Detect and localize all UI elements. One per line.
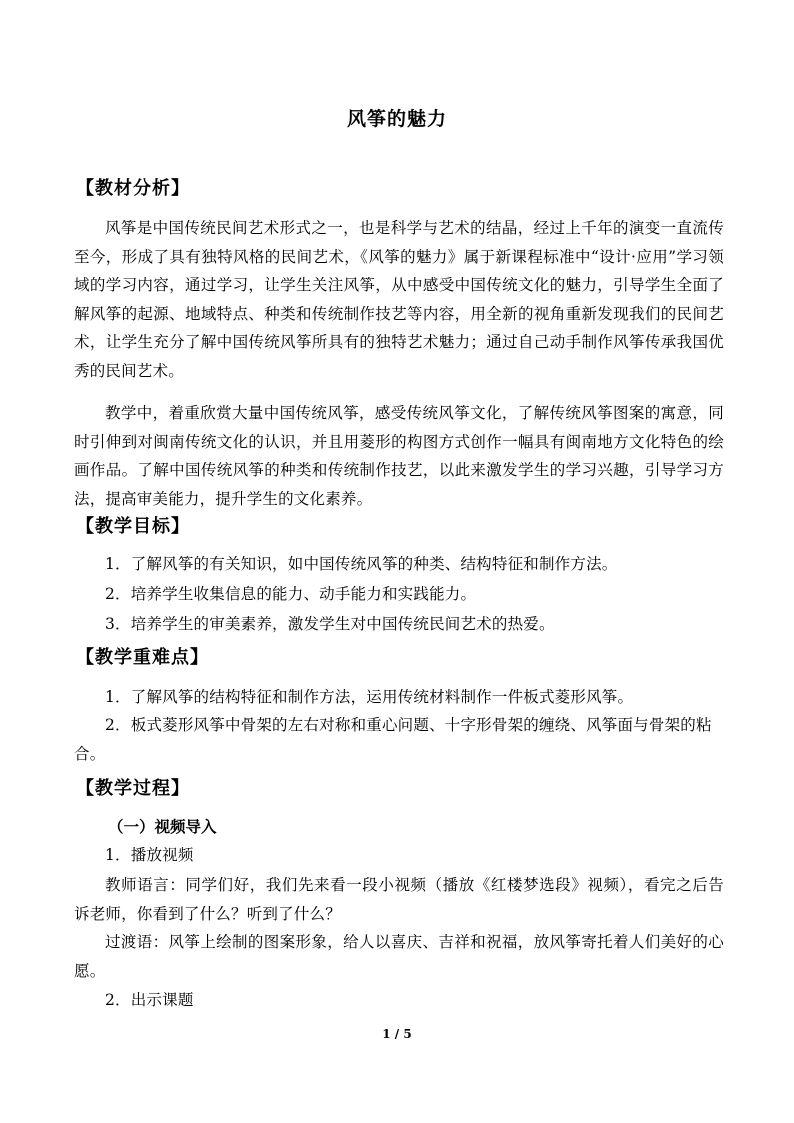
section-heading-goals: 【教学目标】 — [76, 516, 190, 537]
goal-item-2: 2．培养学生收集信息的能力、动手能力和实践能力。 — [105, 585, 477, 603]
analysis-paragraph-1: 风筝是中国传统民间艺术形式之一，也是科学与艺术的结晶，经过上千年的演变一直流传至今，形成了具有独特风格的民间艺术，《风筝的魅力》属于新课程标准中“设计·应用”学习领域的学习内容，通过学习，让学生关注风筝，从中感受中国传统文化的魅力，引导学生全面了解风筝的起源、地域特点、种类和传统制作技艺等内容，用全新的视角重新发现我们的民间艺术，让学生充分了解中国传统风筝所具有的独特艺术魅力；通过自己动手制作风筝传承我国优秀的民间艺术。 — [74, 219, 724, 380]
goal-item-3: 3．培养学生的审美素养，激发学生对中国传统民间艺术的热爱。 — [105, 615, 555, 633]
goal-item-1: 1．了解风筝的有关知识，如中国传统风筝的种类、结构特征和制作方法。 — [105, 555, 618, 573]
process-subheading: （一）视频导入 — [108, 817, 217, 836]
page-number: 1 / 5 — [382, 1027, 412, 1041]
process-line-1: 1．播放视频 — [105, 846, 194, 864]
key-point-item-2: 2．板式菱形风筝中骨架的左右对称和重心问题、十字形骨架的缠绕、风筝面与骨架的粘合。 — [74, 716, 712, 763]
key-point-item-1: 1．了解风筝的结构特征和制作方法，运用传统材料制作一件板式菱形风筝。 — [105, 688, 634, 706]
process-line-2: 教师语言：同学们好，我们先来看一段小视频（播放《红楼梦选段》视频），看完之后告诉老师，你看到了什么？听到了什么？ — [74, 876, 724, 923]
page-title: 风筝的魅力 — [346, 108, 447, 130]
section-heading-process: 【教学过程】 — [76, 778, 190, 799]
section-heading-key-points: 【教学重难点】 — [76, 647, 209, 668]
process-line-3: 过渡语：风筝上绘制的图案形象，给人以喜庆、吉祥和祝福，放风筝寄托着人们美好的心愿。 — [74, 933, 724, 980]
process-line-4: 2．出示课题 — [105, 991, 194, 1009]
section-heading-analysis: 【教材分析】 — [76, 178, 190, 199]
analysis-paragraph-2: 教学中，着重欣赏大量中国传统风筝，感受传统风筝文化，了解传统风筝图案的寓意，同时引伸到对闽南传统文化的认识，并且用菱形的构图方式创作一幅具有闽南地方文化特色的绘画作品。了解中国传统风筝的种类和传统制作技艺，以此来激发学生的学习兴趣，引导学习方法，提高审美能力，提升学生的文化素养。 — [74, 404, 724, 508]
